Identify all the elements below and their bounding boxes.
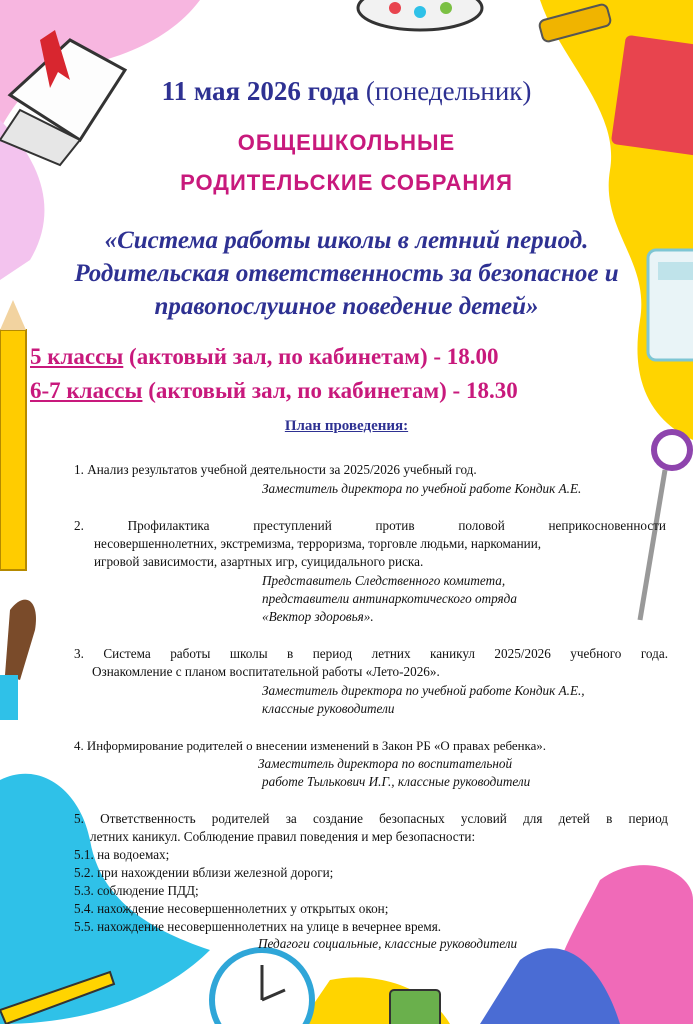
plan-item-3-line-1: 3. Система работы школы в период летних каникул 2025/2026 учебного года. [74, 646, 668, 661]
plan-item-4-responsible-2: работе Тылькович И.Г., классные руководители [262, 774, 531, 789]
plan-item-4: 4. Информирование родителей о внесении изменений в Закон РБ «О правах ребенка». [74, 739, 546, 753]
plan-item-5-line-2: летних каникул. Соблюдение правил поведения и мер безопасности: [90, 829, 476, 844]
plan-item-3-line-2: Ознакомление с планом воспитательной работы «Лето-2026». [92, 664, 440, 679]
class-detail: (актовый зал, по кабинетам) - 18.30 [142, 378, 518, 403]
theme-line-1: «Система работы школы в летний период. [104, 227, 589, 254]
plan-item-1: 1. Анализ результатов учебной деятельности за 2025/2026 учебный год. [74, 462, 477, 477]
plan-title: План проведения: [284, 418, 409, 434]
class-grade: 6-7 классы [30, 378, 143, 403]
meeting-date [0, 76, 693, 107]
pencil-icon [0, 300, 26, 570]
meeting-theme [20, 224, 673, 323]
class-schedule-6-7 [30, 378, 518, 404]
plan-item-2-responsible-2: представители антинаркотического отряда [262, 591, 517, 606]
weekday-text: (понедельник) [365, 76, 532, 106]
plan-item-2-responsible-3: «Вектор здоровья». [262, 609, 374, 624]
plan-item-3-responsible-1: Заместитель директора по учебной работе Кондик А.Е., [262, 683, 585, 698]
theme-line-3: правопослушное поведение детей» [154, 293, 539, 320]
clock-icon [212, 950, 312, 1024]
plan-item-2-line-1: 2. Профилактика преступлений против половой неприкосновенности [74, 518, 666, 533]
plan-subitem-5-1: 5.1. на водоемах; [74, 847, 170, 862]
plan-item-1-responsible: Заместитель директора по учебной работе Кондик А.Е. [262, 481, 582, 496]
plan-subitem-5-3: 5.3. соблюдение ПДД; [74, 883, 199, 898]
date-text: 11 мая 2026 года [161, 76, 360, 106]
class-detail: (актовый зал, по кабинетам) - 18.00 [123, 344, 499, 369]
plan-subitem-5-4: 5.4. нахождение несовершеннолетних у открытых окон; [74, 901, 389, 916]
plan-item-2-line-2: несовершеннолетних, экстремизма, терроризма, торговле людьми, наркомании, [94, 536, 542, 551]
plan-subitem-5-2: 5.2. при нахождении вблизи железной дороги; [74, 865, 334, 880]
theme-line-2: Родительская ответственность за безопасное и [74, 260, 619, 287]
plan-item-2-line-3: игровой зависимости, азартных игр, суицидального риска. [94, 554, 424, 569]
plan-item-4-responsible-1: Заместитель директора по воспитательной [258, 756, 513, 771]
plan-item-5-line-1: 5. Ответственность родителей за создание безопасных условий для детей в период [74, 811, 668, 826]
paint-cup-icon [390, 990, 440, 1024]
title-line-2: РОДИТЕЛЬСКИЕ СОБРАНИЯ [180, 170, 513, 195]
title-line-1: ОБЩЕШКОЛЬНЫЕ [237, 130, 456, 155]
class-schedule-5 [30, 344, 499, 370]
plan-item-5-responsible: Педагоги социальные, классные руководители [258, 936, 518, 951]
plan-item-3-responsible-2: классные руководители [262, 701, 395, 716]
class-grade: 5 классы [30, 344, 124, 369]
plan-item-2-responsible-1: Представитель Следственного комитета, [262, 573, 506, 588]
plan-subitem-5-5: 5.5. нахождение несовершеннолетних на улице в вечернее время. [74, 919, 442, 934]
paintbrush-icon [0, 600, 36, 720]
